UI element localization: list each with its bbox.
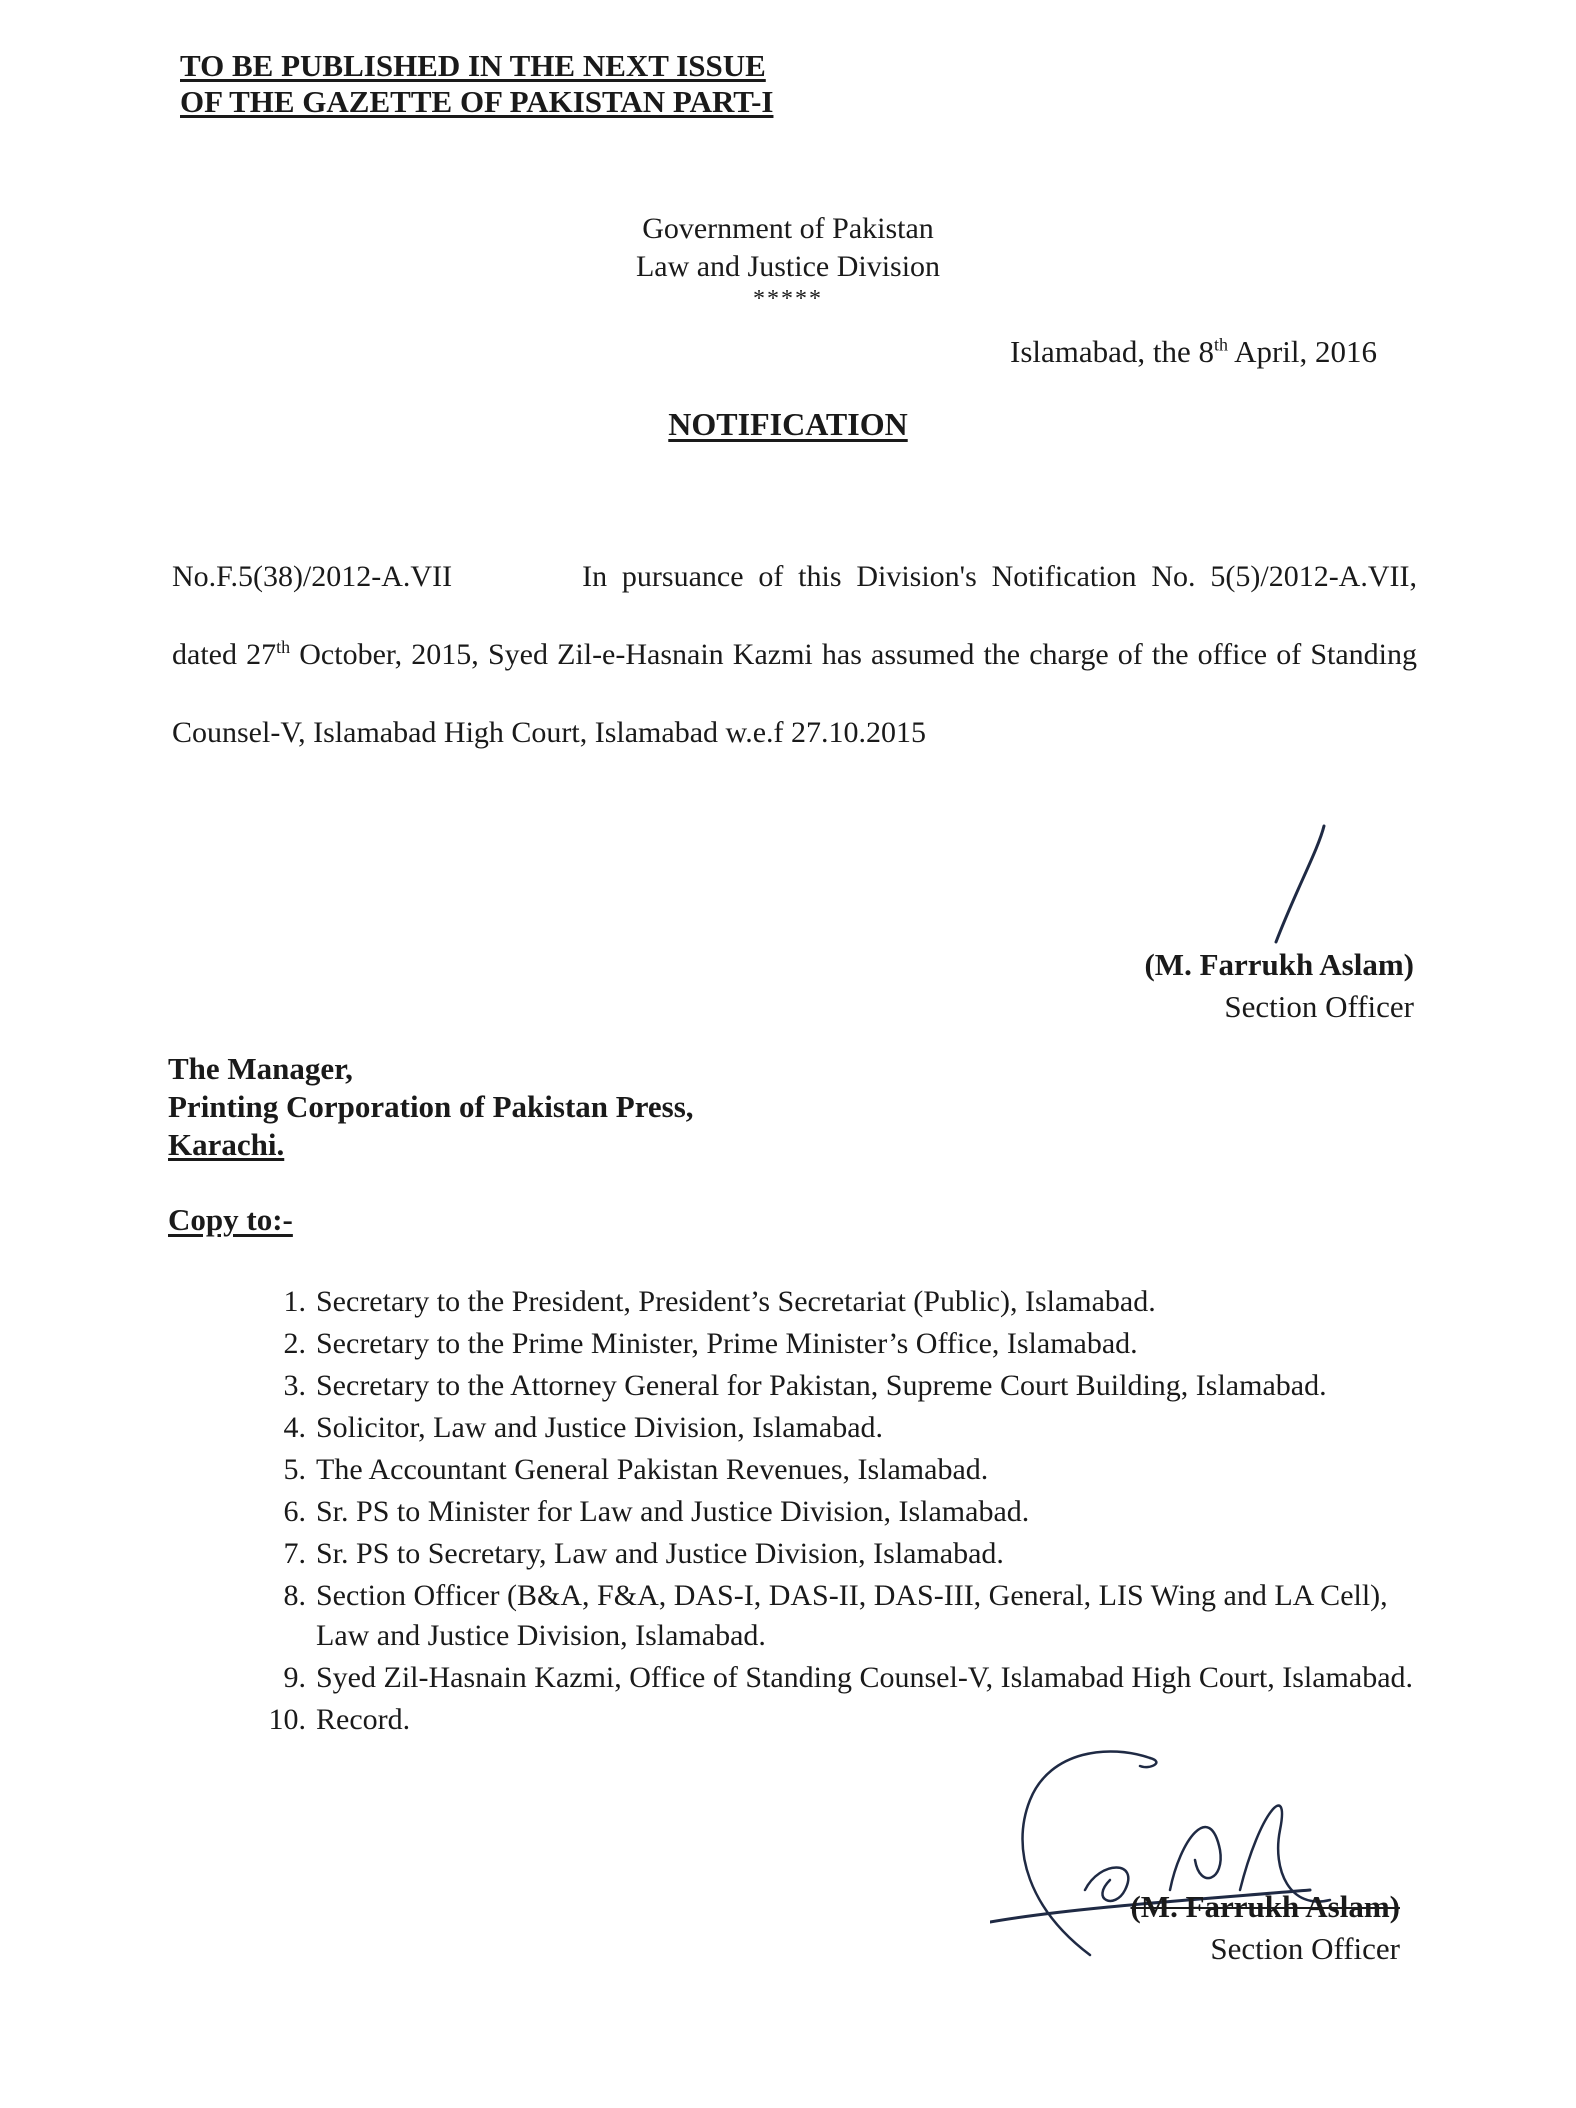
notification-body: [172, 538, 1417, 772]
division-name: Law and Justice Division: [635, 250, 941, 283]
copy-list-item: [250, 1576, 1420, 1656]
issue-date: [1010, 334, 1377, 370]
copy-list-item: [250, 1534, 1420, 1574]
copy-list-item: [250, 1366, 1420, 1406]
copy-list-item: [250, 1492, 1420, 1532]
addressee-line-2: Printing Corporation of Pakistan Press,: [168, 1089, 694, 1124]
date-rest: April, 2016: [1228, 334, 1378, 369]
file-number: No.F.5(38)/2012-A.VII: [172, 560, 453, 593]
copy-list-item: [250, 1408, 1420, 1448]
copy-list-text: Solicitor, Law and Justice Division, Islamabad.: [316, 1411, 884, 1444]
addressee-block: [168, 1050, 694, 1164]
copy-list-number: 3.: [283, 1369, 306, 1402]
gazette-header-line-2: OF THE GAZETTE OF PAKISTAN PART-I: [180, 84, 774, 119]
copy-list-text: The Accountant General Pakistan Revenues, Islamabad.: [316, 1453, 989, 1486]
signatory-designation-2: Section Officer: [1210, 1931, 1400, 1966]
copy-to-label: Copy to:-: [168, 1202, 293, 1237]
signatory-name-1: (M. Farrukh Aslam): [1144, 947, 1414, 982]
gazette-header-line-1: TO BE PUBLISHED IN THE NEXT ISSUE: [180, 48, 766, 83]
signature-stroke-icon: [1262, 820, 1342, 950]
notification-title: NOTIFICATION: [668, 406, 908, 442]
copy-list-number: 2.: [283, 1327, 306, 1360]
heading-separator: *****: [753, 286, 823, 312]
copy-list-number: 1.: [283, 1285, 306, 1318]
copy-list-number: 5.: [283, 1453, 306, 1486]
copy-list-number: 7.: [283, 1537, 306, 1570]
copy-list-text: Secretary to the Attorney General for Pakistan, Supreme Court Building, Islamabad.: [316, 1369, 1327, 1402]
copy-list-number: 10.: [268, 1703, 306, 1736]
addressee-line-1: The Manager,: [168, 1051, 353, 1086]
copy-list-number: 9.: [283, 1661, 306, 1694]
date-ordinal: th: [1214, 334, 1229, 355]
gazette-header: [180, 48, 773, 120]
body-text-part-2: October, 2015, Syed Zil-e-Hasnain Kazmi has assumed the charge of the office of Standing Counsel-V, Islamabad High Court, Islamabad w.e.f 27.10.2015: [172, 638, 1418, 749]
copy-list-number: 4.: [283, 1411, 306, 1444]
copy-list-item: [250, 1450, 1420, 1490]
copy-list-item: [250, 1700, 1420, 1740]
signatory-name-2: (M. Farrukh Aslam): [1130, 1889, 1400, 1924]
copy-list-text: Sr. PS to Minister for Law and Justice Division, Islamabad.: [316, 1495, 1030, 1528]
copy-list-text: Sr. PS to Secretary, Law and Justice Division, Islamabad.: [316, 1537, 1004, 1570]
copy-list-text: Secretary to the Prime Minister, Prime Minister’s Office, Islamabad.: [316, 1327, 1138, 1360]
copy-list-text: Section Officer (B&A, F&A, DAS-I, DAS-II, DAS-III, General, LIS Wing and LA Cell), Law and Justice Division, Islamabad.: [316, 1579, 1388, 1652]
copy-list-number: 8.: [283, 1579, 306, 1612]
copy-list-item: [250, 1282, 1420, 1322]
addressee-line-3: Karachi.: [168, 1127, 285, 1162]
copy-list-text: Record.: [316, 1703, 411, 1736]
body-text-part-1: In pursuance of this Division's Notification No. 5(5)/2012-A.VII, dated 27: [172, 560, 1417, 671]
copy-list-text: Secretary to the President, President’s Secretariat (Public), Islamabad.: [316, 1285, 1156, 1318]
copy-distribution-list: [250, 1282, 1420, 1742]
signature-block-1: [1144, 944, 1414, 1028]
signature-block-2: [1130, 1886, 1400, 1970]
copy-list-number: 6.: [283, 1495, 306, 1528]
signatory-designation-1: Section Officer: [1224, 989, 1414, 1024]
copy-list-item: [250, 1658, 1420, 1698]
copy-list-text: Syed Zil-Hasnain Kazmi, Office of Standing Counsel-V, Islamabad High Court, Islamabad.: [316, 1661, 1414, 1694]
government-name: Government of Pakistan: [642, 212, 934, 245]
body-ordinal: th: [276, 637, 291, 657]
date-prefix: Islamabad, the 8: [1010, 334, 1215, 369]
copy-list-item: [250, 1324, 1420, 1364]
